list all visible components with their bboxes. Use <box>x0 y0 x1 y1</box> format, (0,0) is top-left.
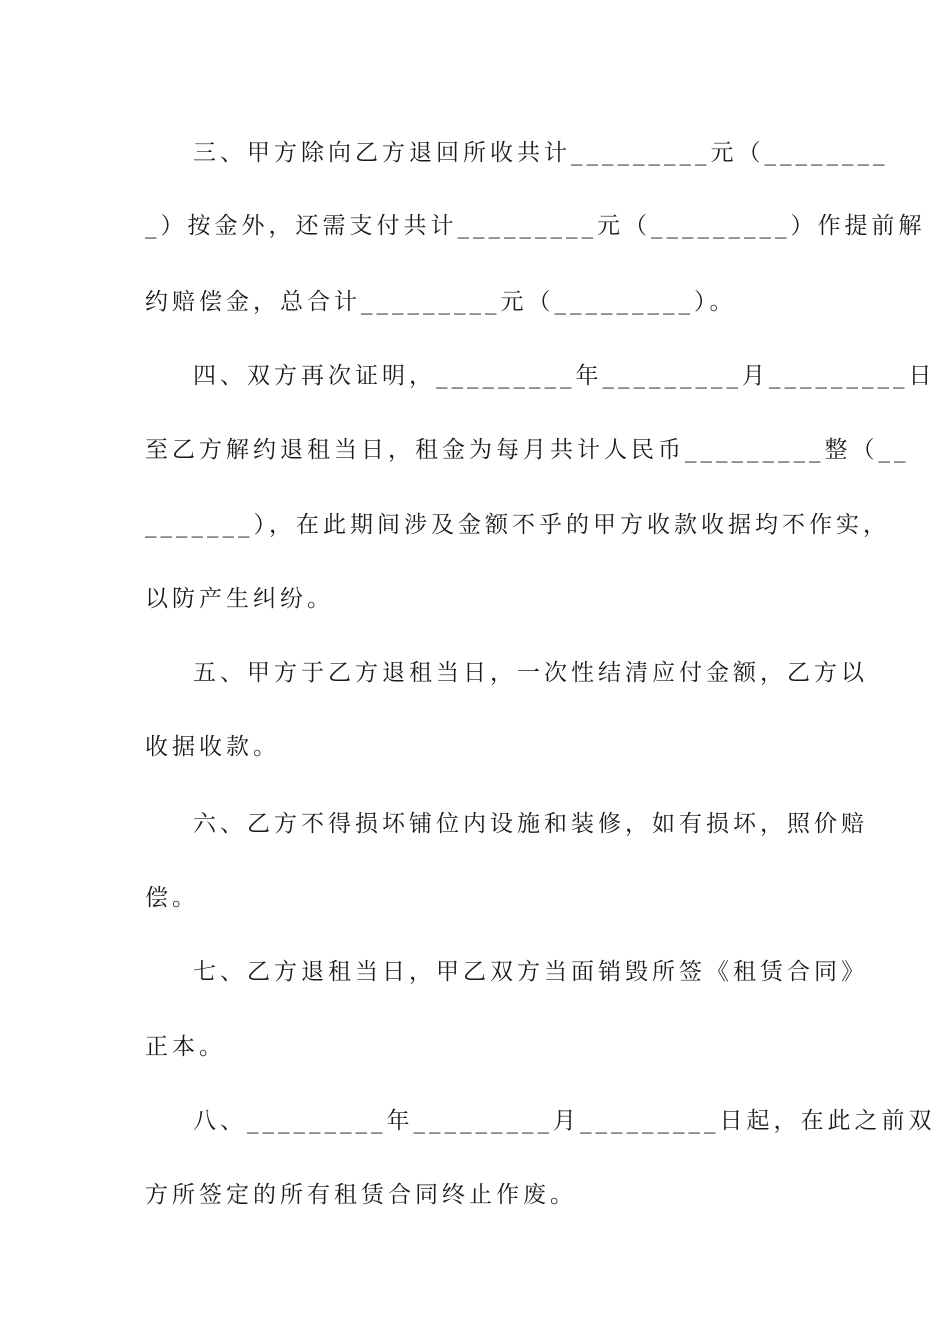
clause-4-line-2: 至乙方解约退租当日，租金为每月共计人民币_________整（__ <box>145 437 910 463</box>
clause-8-line-2: 方所签定的所有租赁合同终止作废。 <box>145 1182 577 1208</box>
clause-4-line-1: 四、双方再次证明，_________年_________月_________日 <box>193 363 936 389</box>
clause-3-line-1: 三、甲方除向乙方退回所收共计_________元（________ <box>193 140 889 166</box>
clause-8-line-1: 八、_________年_________月_________日起，在此之前双 <box>193 1108 936 1134</box>
clause-5-line-2: 收据收款。 <box>145 734 280 760</box>
clause-4-line-3: _______），在此期间涉及金额不乎的甲方收款收据均不作实， <box>145 512 890 538</box>
clause-7-line-1: 七、乙方退租当日，甲乙双方当面销毁所签《租赁合同》 <box>193 959 868 985</box>
clause-7-line-2: 正本。 <box>145 1034 226 1060</box>
clause-5-line-1: 五、甲方于乙方退租当日，一次性结清应付金额，乙方以 <box>193 660 868 686</box>
clause-6-line-1: 六、乙方不得损坏铺位内设施和装修，如有损坏，照价赔 <box>193 811 868 837</box>
clause-6-line-2: 偿。 <box>145 885 199 911</box>
clause-3-line-3: 约赔偿金，总合计_________元（_________）。 <box>145 289 737 315</box>
clause-3-line-2: _）按金外，还需支付共计_________元（_________）作提前解 <box>145 213 926 239</box>
clause-4-line-4: 以防产生纠纷。 <box>145 586 334 612</box>
